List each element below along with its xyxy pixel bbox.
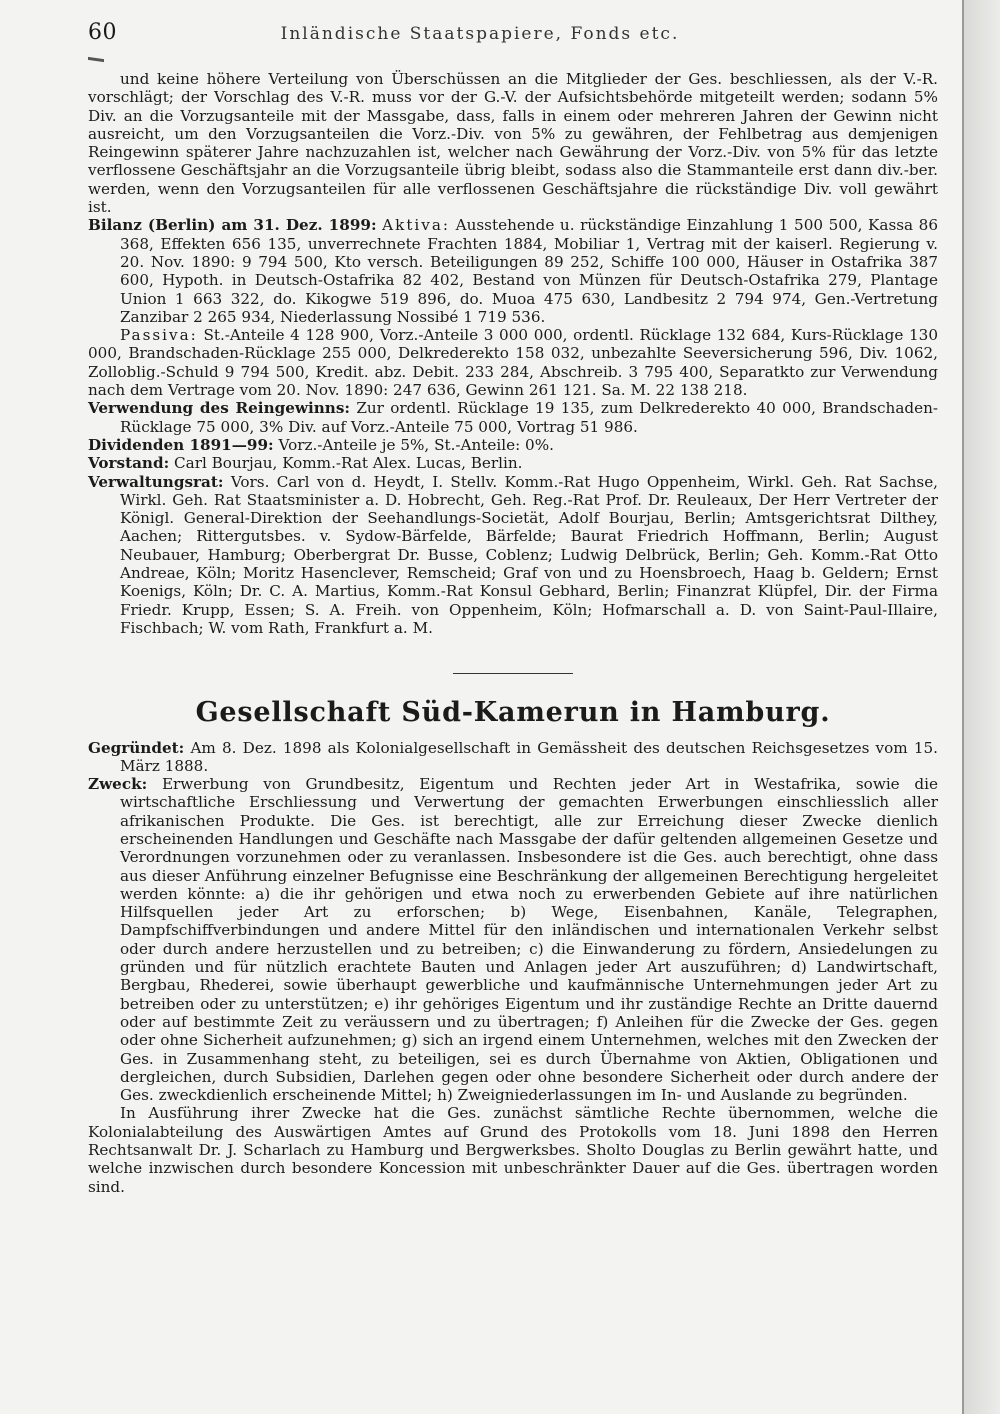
verwaltungsrat-label: Verwaltungsrat: — [88, 472, 224, 491]
vorstand-text: Carl Bourjau, Komm.-Rat Alex. Lucas, Berlin. — [174, 454, 523, 473]
verwendung-label: Verwendung des Reingewinns: — [88, 399, 350, 418]
gegruendet-entry — [88, 739, 938, 776]
gegruendet-text: Am 8. Dez. 1898 als Kolonialgesellschaft in Gemässheit des deutschen Reichsgesetzes vom 15. März 1888. — [120, 738, 939, 775]
section-divider — [453, 673, 573, 674]
running-title: Inländische Staatspapiere, Fonds etc. — [280, 24, 680, 44]
zweck-paragraph-2: In Ausführung ihrer Zwecke hat die Ges. zunächst sämtliche Rechte übernommen, welche die Kolonialabteilung des Auswärtigen Amtes auf Grund des Protokolls vom 18. Juni 1898 den Herren Rechtsanwalt Dr. J. Scharlach zu Hamburg und Bergwerksbes. Sholto Douglas zu Berlin gewährt hatte, und welche inzwischen durch besondere Koncession mit unbeschränkter Dauer auf die Ges. übertragen worden sind. — [88, 1104, 938, 1196]
page-edge-line — [962, 0, 964, 1414]
dividenden-label: Dividenden 1891—99: — [88, 435, 274, 454]
dividenden-entry — [88, 436, 938, 454]
passiva-entry — [88, 326, 938, 399]
dividenden-text: Vorz.-Anteile je 5%, St.-Anteile: 0%. — [278, 435, 554, 454]
bilanz-label: Bilanz (Berlin) am 31. Dez. 1899: — [88, 216, 377, 235]
print-mark — [88, 57, 104, 62]
verwaltungsrat-text: Vors. Carl von d. Heydt, I. Stellv. Komm.-Rat Hugo Oppenheim, Wirkl. Geh. Rat Sachse, Wirkl. Geh. Rat Staatsminister a. D. Hobrecht, Geh. Reg.-Rat Prof. Dr. Reuleaux, Der Herr Vertreter der Königl. General-Direktion der Seehandlungs-Societät, Adolf Bourjau, Berlin; Amtsgerichtsrat Dilthey, Aachen; Rittergutsbes. v. Sydow-Bärfelde, Bärfelde; Baurat Friedrich Hoffmann, Berlin; August Neubauer, Hamburg; Oberbergrat Dr. Busse, Coblenz; Ludwig Delbrück, Berlin; Geh. Komm.-Rat Otto Andreae, Köln; Moritz Hasenclever, Remscheid; Graf von und zu Hoensbroech, Haag b. Geldern; Ernst Koenigs, Köln; Dr. C. A. Martius, Komm.-Rat Konsul Gebhard, Berlin; Finanzrat Klüpfel, Dir. der Firma Friedr. Krupp, Essen; S. A. Freih. von Oppenheim, Köln; Hofmarschall a. D. von Saint-Paul-Illaire, Fischbach; W. vom Rath, Frankfurt a. M. — [120, 472, 939, 637]
continuation-paragraph: und keine höhere Verteilung von Überschüssen an die Mitglieder der Ges. beschliessen, als der V.-R. vorschlägt; der Vorschlag des V.-R. muss vor der G.-V. der Aufsichtsbehörde mitgeteilt werden; sodann 5% Div. an die Vorzugsanteile mit der Massgabe, dass, falls in einem oder mehreren Jahren der Gewinn nicht ausreicht, um den Vorzugsanteilen die Vorz.-Div. von 5% zu gewähren, der Fehlbetrag aus demjenigen Reingewinn späterer Jahre nachzuzahlen ist, welcher nach Gewährung der Vorz.-Div. von 5% für das letzte verflossene Geschäftsjahr an die Vorzugsanteile übrig bleibt, sodass also die Stammanteile erst dann div.-ber. werden, wenn den Vorzugsanteilen für alle verflossenen Geschäftsjahre die rückständige Div. voll gewährt ist. — [88, 70, 938, 217]
aktiva-label: Aktiva: — [382, 216, 451, 235]
verwendung-text: Zur ordentl. Rücklage 19 135, zum Delkrederekto 40 000, Brandschaden-Rücklage 75 000, 3% Div. auf Vorz.-Anteile 75 000, Vortrag 51 986. — [120, 399, 938, 436]
zweck-label: Zweck: — [88, 775, 148, 794]
zweck-entry — [88, 775, 938, 1104]
passiva-text: St.-Anteile 4 128 900, Vorz.-Anteile 3 000 000, ordentl. Rücklage 132 684, Kurs-Rücklage 130 000, Brandschaden-Rücklage 255 000, Delkrederekto 158 032, unbezahlte Seeversicherung 596, Div. 1062, Zolloblig.-Schuld 9 794 500, Kredit. abz. Debit. 233 284, Abschreib. 3 795 400, Separatkto zur Verwendung nach dem Vertrage vom 20. Nov. 1890: 247 636, Gewinn 261 121. Sa. M. 22 138 218. — [88, 326, 939, 400]
verwendung-entry — [88, 399, 938, 436]
bilanz-entry — [88, 216, 938, 326]
aktiva-text: Ausstehende u. rückständige Einzahlung 1 500 500, Kassa 86 368, Effekten 656 135, unverrechnete Frachten 1884, Mobiliar 1, Vertrag mit der kaiserl. Regierung v. 20. Nov. 1890: 9 794 500, Kto versch. Beteiligungen 89 252, Schiffe 100 000, Häuser in Ostafrika 387 600, Hypoth. in Deutsch-Ostafrika 82 402, Bestand von Münzen für Deutsch-Ostafrika 279, Plantage Union 1 663 322, do. Kikogwe 519 896, do. Muoa 475 630, Landbesitz 2 794 974, Gen.-Vertretung Zanzibar 2 265 934, Niederlassung Nossibé 1 719 536. — [120, 216, 938, 326]
passiva-label: Passiva: — [120, 326, 198, 345]
section-title: Gesellschaft Süd-Kamerun in Hamburg. — [195, 697, 831, 729]
vorstand-label: Vorstand: — [88, 454, 170, 473]
verwaltungsrat-entry — [88, 473, 938, 638]
page-body — [88, 70, 938, 1196]
page-edge-shadow — [964, 0, 1000, 1414]
vorstand-entry — [88, 454, 938, 472]
page-number: 60 — [88, 20, 117, 45]
zweck-text: Erwerbung von Grundbesitz, Eigentum und Rechten jeder Art in Westafrika, sowie die wirtschaftliche Erschliessung und Verwertung der gemachten Erwerbungen einschliesslich aller afrikanischen Produkte. Die Ges. ist berechtigt, alle zur Erreichung dieser Zwecke dienlich erscheinenden Handlungen und Geschäfte nach Massgabe der dafür geltenden allgemeinen Gesetze und Verordnungen vorzunehmen oder zu veranlassen. Insbesondere ist die Ges. auch berechtigt, ohne dass aus dieser Anführung einzelner Befugnisse eine Beschränkung der allgemeinen Berechtigung hergeleitet werden könnte: a) die ihr gehörigen und etwa noch zu erwerbenden Gebiete auf ihre natürlichen Hilfsquellen jeder Art zu erforschen; b) Wege, Eisenbahnen, Kanäle, Telegraphen, Dampfschiffverbindungen und andere Mittel für den inländischen und internationalen Verkehr selbst oder durch andere herzustellen und zu betreiben; c) die Einwanderung zu fördern, Ansiedelungen zu gründen und für nützlich erachtete Bauten und Anlagen jeder Art auszuführen; d) Landwirtschaft, Bergbau, Rhederei, sowie überhaupt gewerbliche und kaufmännische Unternehmungen jeder Art zu betreiben oder zu unterstützen; e) ihr gehöriges Eigentum und ihr zuständige Rechte an Dritte dauernd oder auf bestimmte Zeit zu veräussern und zu übertragen; f) Anleihen für die Zwecke der Ges. gegen oder ohne Sicherheit aufzunehmen; g) sich an irgend einem Unternehmen, welches mit den Zwecken der Ges. in Zusammenhang steht, zu beteiligen, sei es durch Übernahme von Aktien, Obligationen und dergleichen, durch Subsidien, Darlehen gegen oder ohne besondere Sicherheit oder durch andere der Ges. zweckdienlich erscheinende Mittel; h) Zweigniederlassungen im In- und Auslande zu begründen. — [120, 775, 938, 1105]
gegruendet-label: Gegründet: — [88, 738, 185, 757]
